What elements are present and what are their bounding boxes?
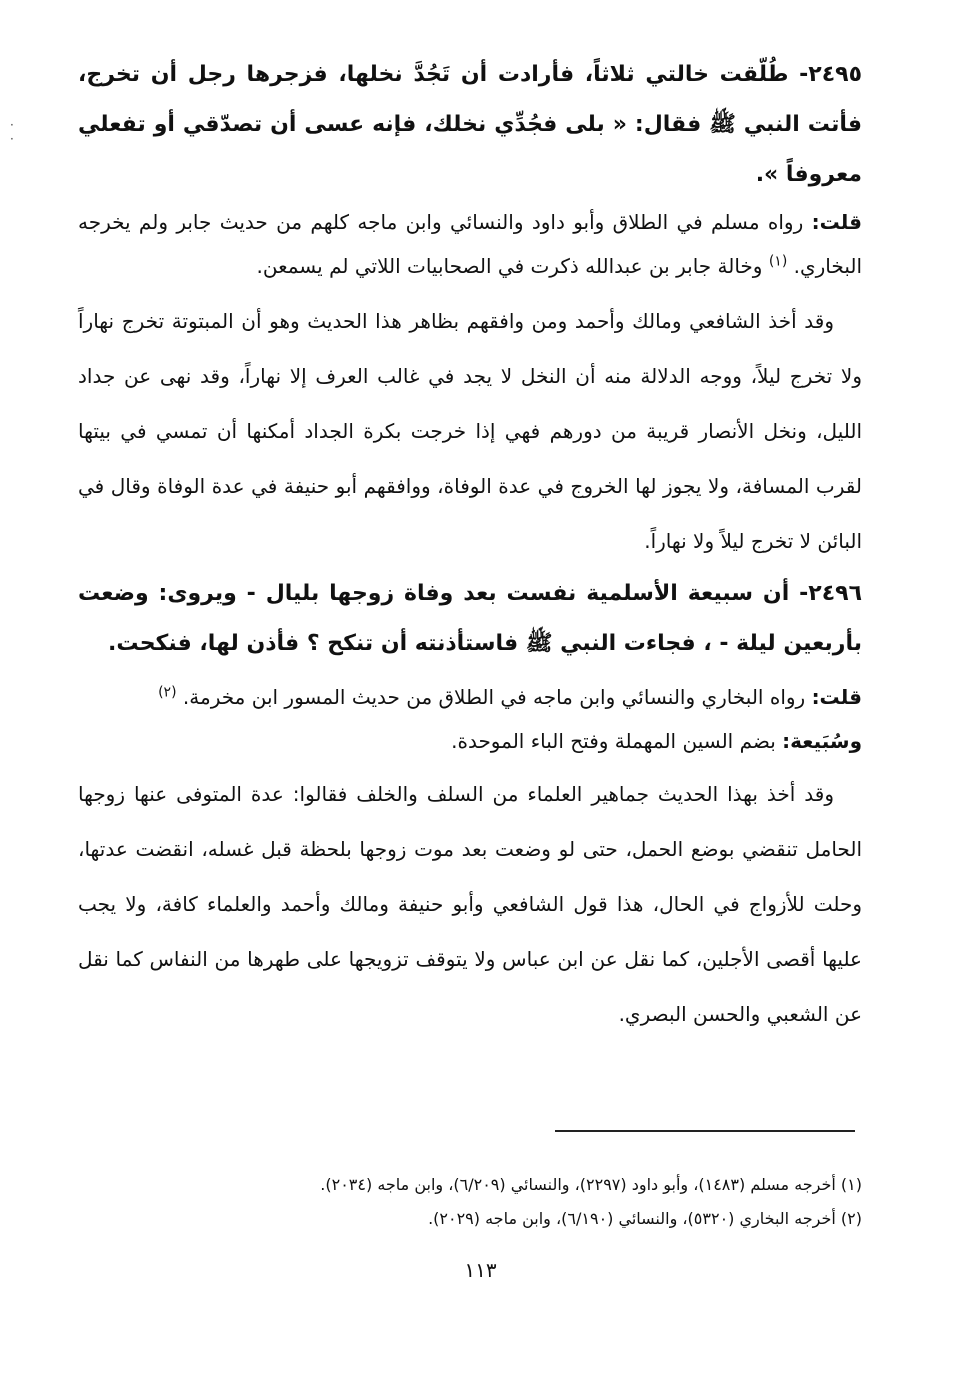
hadith-2496-text: ٢٤٩٦- أن سبيعة الأسلمية نفست بعد وفاة زوجها بليال - ويروى: وضعت بأربعين ليلة - ، فجاءت النبي ﷺ فاستأذنته أن تنكح ؟ فأذن لها، فنكحت.	[78, 581, 862, 656]
comment-2495	[78, 200, 862, 288]
paragraph-2-text: وقد أخذ بهذا الحديث جماهير العلماء من السلف والخلف فقالوا: عدة المتوفى عنها زوجها الحامل تنقضي بوضع الحمل، حتى لو وضعت بعد موت زوجها بلحظة قبل غسله، انقضت عدتها، وحلت للأزواج في الحال، هذا قول الشافعي وأبو حنيفة ومالك وأحمد والعلماء كافة، ولا يجب عليها أقصى الأجلين، كما نقل عن ابن عباس ولا يتوقف تزويجها على طهرها من النفاس كما نقل عن الشعبي والحسن البصري.	[78, 782, 862, 1026]
paragraph-1	[78, 294, 862, 569]
subaya-note	[78, 719, 862, 763]
comment-2496	[78, 675, 862, 719]
comment-label: قلت:	[811, 685, 862, 709]
footnotes	[150, 1168, 862, 1236]
footnote-2: (٢) أخرجه البخاري (٥٣٢٠)، والنسائي (٦/١٩٠)، وابن ماجه (٢٠٢٩).	[428, 1209, 862, 1228]
hadith-2495	[78, 50, 862, 200]
page-number: ١١٣	[464, 1258, 497, 1282]
comment-label: قلت:	[811, 210, 863, 234]
footnote-1: (١) أخرجه مسلم (١٤٨٣)، وأبو داود (٢٢٩٧)، والنسائي (٦/٢٠٩)، وابن ماجه (٢٠٣٤).	[320, 1175, 862, 1194]
hadith-2495-text: ٢٤٩٥- طُلّقت خالتي ثلاثاً، فأرادت أن تَجُدَّ نخلها، فزجرها رجل أن تخرج، فأتت النبي ﷺ فقال: « بلى فجُدِّي نخلك، فإنه عسى أن تصدّقي أو تفعلي معروفاً ».	[78, 62, 862, 187]
footnote-divider	[555, 1130, 855, 1132]
margin-marks: · ·	[10, 118, 14, 146]
hadith-2496	[78, 569, 862, 669]
comment-2495-text: رواه مسلم في الطلاق وأبو داود والنسائي وابن ماجه كلهم من حديث جابر ولم يخرجه البخاري.	[78, 210, 862, 278]
paragraph-2	[78, 767, 862, 1042]
footnote-ref-1: (١)	[768, 253, 788, 270]
subaya-label: وسُبَيعة:	[782, 729, 862, 753]
page-body	[78, 50, 862, 1042]
subaya-text: بضم السين المهملة وفتح الباء الموحدة.	[451, 729, 776, 753]
comment-2495-text-after: وخالة جابر بن عبدالله ذكرت في الصحابيات اللاتي لم يسمعن.	[256, 254, 763, 278]
footnote-ref-2: (٢)	[158, 684, 177, 701]
paragraph-1-text: وقد أخذ الشافعي ومالك وأحمد ومن وافقهم بظاهر هذا الحديث وهو أن المبتوتة تخرج نهاراً ولا تخرج ليلاً، ووجه الدلالة منه أن النخل لا يجد في غالب العرف إلا نهاراً، وقد نهى عن جداد الليل، ونخل الأنصار قريبة من دورهم فهي إذا خرجت بكرة الجداد أمكنها أن تمسي في بيتها لقرب المسافة، ولا يجوز لها الخروج في عدة الوفاة، ووافقهم أبو حنيفة في عدة الوفاة وقال في البائن لا تخرج ليلاً ولا نهاراً.	[78, 309, 862, 553]
comment-2496-text: رواه البخاري والنسائي وابن ماجه في الطلاق من حديث المسور ابن مخرمة.	[182, 685, 806, 709]
